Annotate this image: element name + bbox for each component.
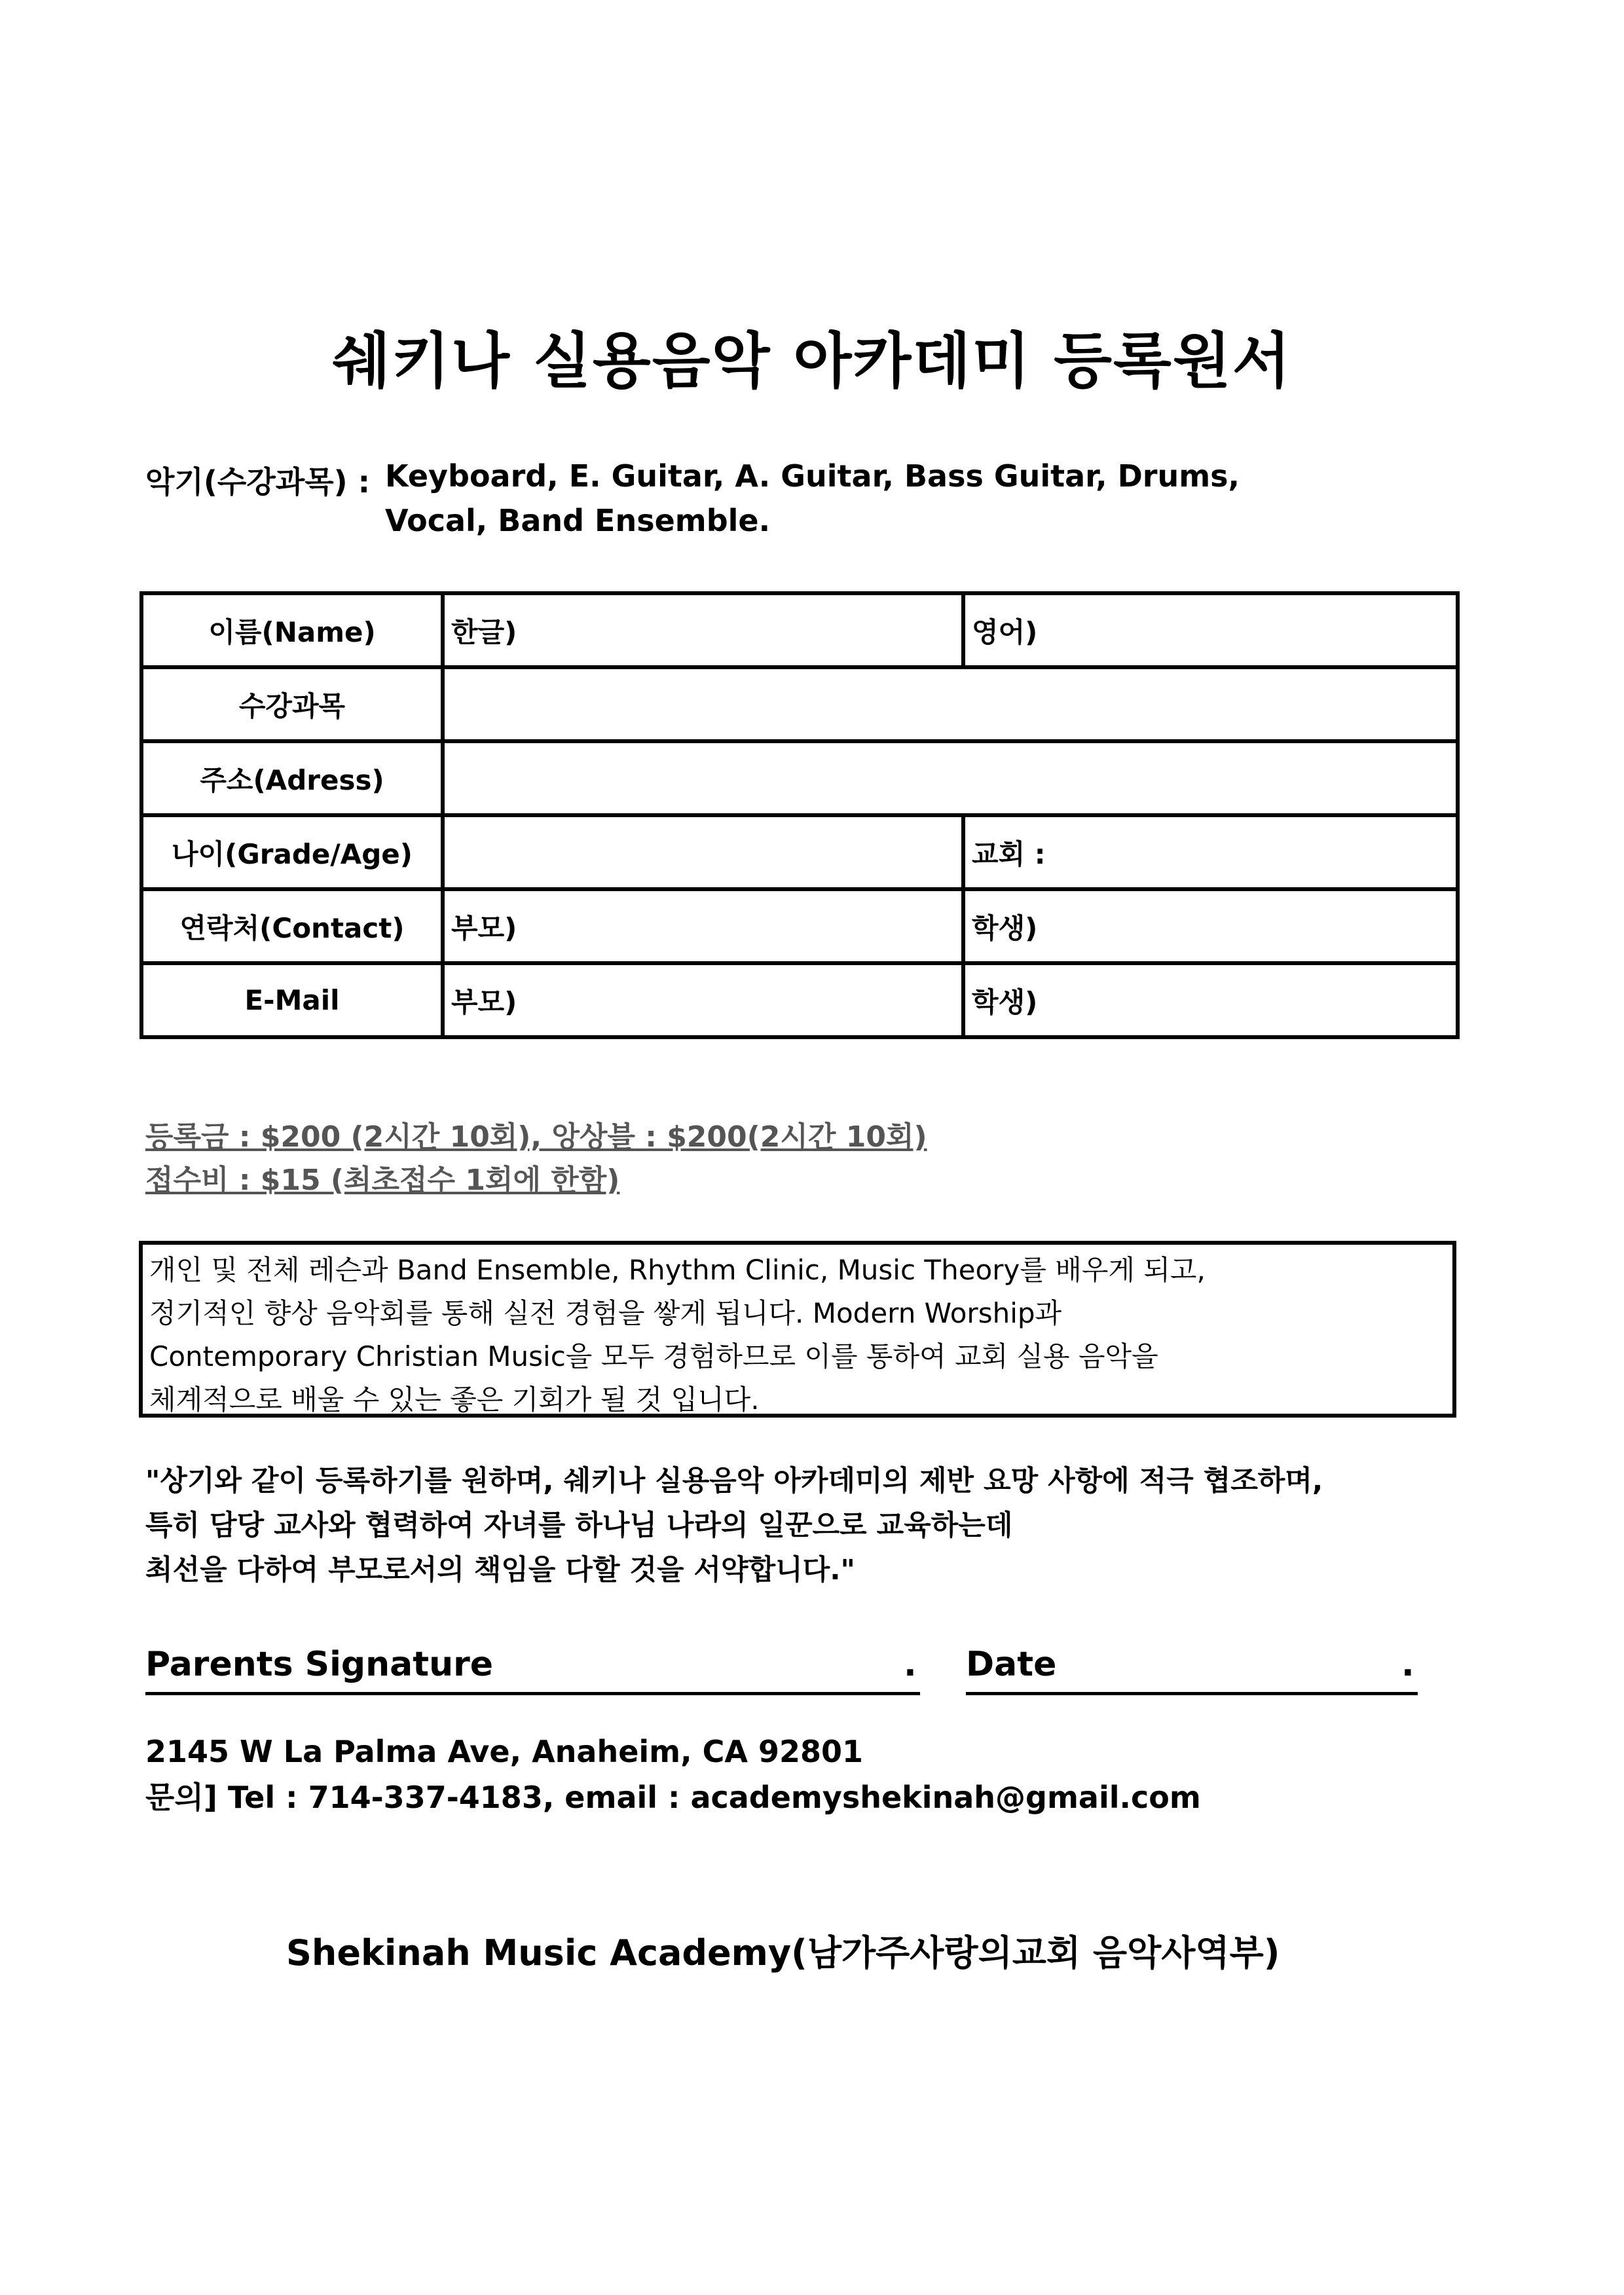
table-row-course bbox=[141, 667, 1458, 741]
table-row-email bbox=[141, 963, 1458, 1037]
registration-table bbox=[139, 591, 1460, 1039]
form-title: 쉐키나 실용음악 아카데미 등록원서 bbox=[332, 326, 1292, 396]
table-row-address bbox=[141, 741, 1458, 815]
name-korean-field[interactable]: 한글) bbox=[443, 593, 963, 667]
description-line: Contemporary Christian Music을 모두 경험하므로 이를 통하여 교회 실용 음악을 bbox=[149, 1340, 1158, 1372]
instruments-list-line-1: Keyboard, E. Guitar, A. Guitar, Bass Guitar, Drums, bbox=[385, 458, 1240, 494]
pledge-line: 특히 담당 교사와 협력하여 자녀를 하나님 나라의 일꾼으로 교육하는데 bbox=[145, 1509, 1013, 1542]
description-line: 개인 및 전체 레슨과 Band Ensemble, Rhythm Clinic, Music Theory를 배우게 되고, bbox=[149, 1254, 1206, 1286]
pledge-line: 최선을 다하여 부모로서의 책임을 다할 것을 서약합니다." bbox=[145, 1554, 855, 1587]
program-description-box bbox=[139, 1241, 1456, 1418]
email-label: E-Mail bbox=[141, 963, 443, 1037]
name-english-field[interactable]: 영어) bbox=[963, 593, 1458, 667]
age-label: 나이(Grade/Age) bbox=[141, 815, 443, 889]
contact-info bbox=[145, 1729, 1201, 1820]
parents-signature-line[interactable] bbox=[145, 1692, 920, 1695]
email-student-field[interactable]: 학생) bbox=[963, 963, 1458, 1037]
description-line: 정기적인 향상 음악회를 통해 실전 경험을 쌓게 됩니다. Modern Worship과 bbox=[149, 1297, 1062, 1329]
address-label: 주소(Adress) bbox=[141, 741, 443, 815]
date-end-mark: . bbox=[1401, 1645, 1414, 1684]
contact-student-field[interactable]: 학생) bbox=[963, 889, 1458, 963]
academy-footer: Shekinah Music Academy(남가주사랑의교회 음악사역부) bbox=[286, 1932, 1280, 1974]
contact-label: 연락처(Contact) bbox=[141, 889, 443, 963]
instruments-list-line-2: Vocal, Band Ensemble. bbox=[385, 503, 771, 538]
pledge-statement bbox=[145, 1459, 1323, 1592]
table-row-contact bbox=[141, 889, 1458, 963]
pledge-line: "상기와 같이 등록하기를 원하며, 쉐키나 실용음악 아카데미의 제반 요망 사항에 적극 협조하며, bbox=[145, 1465, 1323, 1497]
age-field[interactable] bbox=[443, 815, 963, 889]
table-row-name bbox=[141, 593, 1458, 667]
signature-end-mark: . bbox=[904, 1645, 917, 1684]
course-label: 수강과목 bbox=[141, 667, 443, 741]
email-parent-field[interactable]: 부모) bbox=[443, 963, 963, 1037]
table-row-age bbox=[141, 815, 1458, 889]
description-line: 체계적으로 배울 수 있는 좋은 기회가 될 것 입니다. bbox=[149, 1384, 760, 1416]
parents-signature-label: Parents Signature bbox=[145, 1645, 494, 1684]
address-field[interactable] bbox=[443, 741, 1458, 815]
tuition-fee-line: 등록금 : $200 (2시간 10회), 앙상블 : $200(2시간 10회) bbox=[145, 1120, 927, 1154]
inquiry-line: 문의] Tel : 714-337-4183, email : academyshekinah@gmail.com bbox=[145, 1780, 1201, 1815]
date-label: Date bbox=[966, 1645, 1057, 1684]
address-line: 2145 W La Palma Ave, Anaheim, CA 92801 bbox=[145, 1734, 864, 1769]
course-field[interactable] bbox=[443, 667, 1458, 741]
date-line[interactable] bbox=[966, 1692, 1418, 1695]
church-field[interactable]: 교회 : bbox=[963, 815, 1458, 889]
instruments-label: 악기(수강과목) : bbox=[145, 464, 371, 500]
name-label: 이름(Name) bbox=[141, 593, 443, 667]
application-fee-line: 접수비 : $15 (최초접수 1회에 한함) bbox=[145, 1164, 620, 1197]
contact-parent-field[interactable]: 부모) bbox=[443, 889, 963, 963]
